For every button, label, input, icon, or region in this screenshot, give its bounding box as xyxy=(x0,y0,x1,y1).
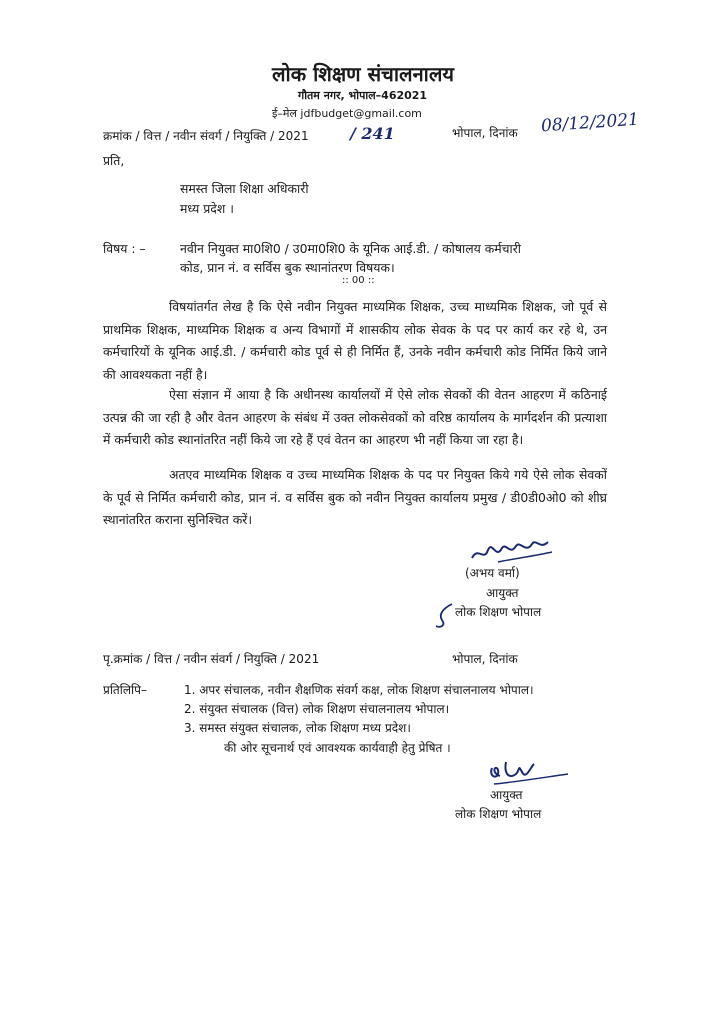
handwritten-date: 08/12/2021 xyxy=(540,109,640,137)
endorsement-closing: की ओर सूचनार्थ एवं आवश्यक कार्यवाही हेतु प्रेषित । xyxy=(224,741,451,755)
org-email: ई–मेल jdfbudget@gmail.com xyxy=(272,107,422,120)
subject-separator: :: 00 :: xyxy=(342,275,375,286)
body-paragraph-3: अतएव माध्यमिक शिक्षक व उच्च माध्यमिक शिक्षक के पद पर नियुक्त किये गये ऐसे लोक सेवकों के पूर्व से निर्मित कर्मचारी कोड, प्रान नं. व सर्विस बुक को नवीन नियुक्त कार्यालय प्रमुख / डी0डी0ओ0 को शीघ्र स्थानांतरित कराना सुनिश्चित करें। xyxy=(103,467,607,527)
subject-line-2: कोड, प्रान नं. व सर्विस बुक स्थानांतरण विषयक। xyxy=(180,260,395,275)
copy-to-label: प्रतिलिपि– xyxy=(103,683,147,697)
body-paragraph-2: ऐसा संज्ञान में आया है कि अधीनस्थ कार्यालयों में ऐसे लोक सेवकों की वेतन आहरण में कठिनाई उत्पन्न की जा रही है और वेतन आहरण के संबंध में उक्त लोकसेवकों को वरिष्ठ कार्यालय के मार्गदर्शन की प्रत्याशा में कर्मचारी कोड स्थानांतरित नहीं किये जा रहे हैं एवं वेतन का आहरण भी नहीं किया जा रहा है। xyxy=(103,387,607,447)
recipient-line-2: मध्य प्रदेश । xyxy=(180,201,234,216)
signature-flourish xyxy=(434,600,458,630)
endorser-office: लोक शिक्षण भोपाल xyxy=(455,807,542,821)
org-address: गौतम नगर, भोपाल–462021 xyxy=(298,89,428,102)
reference-number: क्रमांक / वित्त / नवीन संवर्ग / नियुक्ति / 2021 xyxy=(103,129,309,143)
body-paragraph-1: विषयांतर्गत लेख है कि ऐसे नवीन नियुक्त माध्यमिक शिक्षक, उच्च माध्यमिक शिक्षक, जो पूर्व से प्राथमिक शिक्षक, माध्यमिक शिक्षक व अन्य विभागों में शासकीय लोक सेवक के पद पर कार्य कर रहे थे, उन कर्मचारियों के यूनिक आई.डी. / कर्मचारी कोड पूर्व से ही निर्मित हैं, उनके नवीन कर्मचारी कोड निर्मित किये जाने की आवश्यकता नहीं है। xyxy=(103,299,607,382)
endorsement-number: पृ.क्रमांक / वित्त / नवीन संवर्ग / नियुक्ति / 2021 xyxy=(103,652,320,666)
org-name: लोक शिक्षण संचालनालय xyxy=(272,62,455,86)
endorsement-place-date: भोपाल, दिनांक xyxy=(452,652,518,666)
subject-line-1: नवीन नियुक्त मा0शि0 / उ0मा0शि0 के यूनिक आई.डी. / कोषालय कर्मचारी xyxy=(180,241,522,256)
copy-recipient-1: 1. अपर संचालक, नवीन शैक्षणिक संवर्ग कक्ष, लोक शिक्षण संचालनालय भोपाल। xyxy=(184,683,534,697)
signatory-office: लोक शिक्षण भोपाल xyxy=(455,605,542,619)
handwritten-reference-number: / 241 xyxy=(350,124,395,143)
subject-label: विषय : – xyxy=(103,241,146,256)
recipient-prati: प्रति, xyxy=(103,153,125,168)
signatory-designation: आयुक्त xyxy=(486,586,519,600)
recipient-line-1: समस्त जिला शिक्षा अधिकारी xyxy=(180,181,309,196)
endorser-designation: आयुक्त xyxy=(490,788,523,802)
copy-recipient-2: 2. संयुक्त संचालक (वित्त) लोक शिक्षण संचालनालय भोपाल। xyxy=(184,702,450,716)
reference-place-date: भोपाल, दिनांक xyxy=(452,126,518,140)
copy-recipient-3: 3. समस्त संयुक्त संचालक, लोक शिक्षण मध्य प्रदेश। xyxy=(184,721,411,735)
signatory-name: (अभय वर्मा) xyxy=(465,566,520,580)
